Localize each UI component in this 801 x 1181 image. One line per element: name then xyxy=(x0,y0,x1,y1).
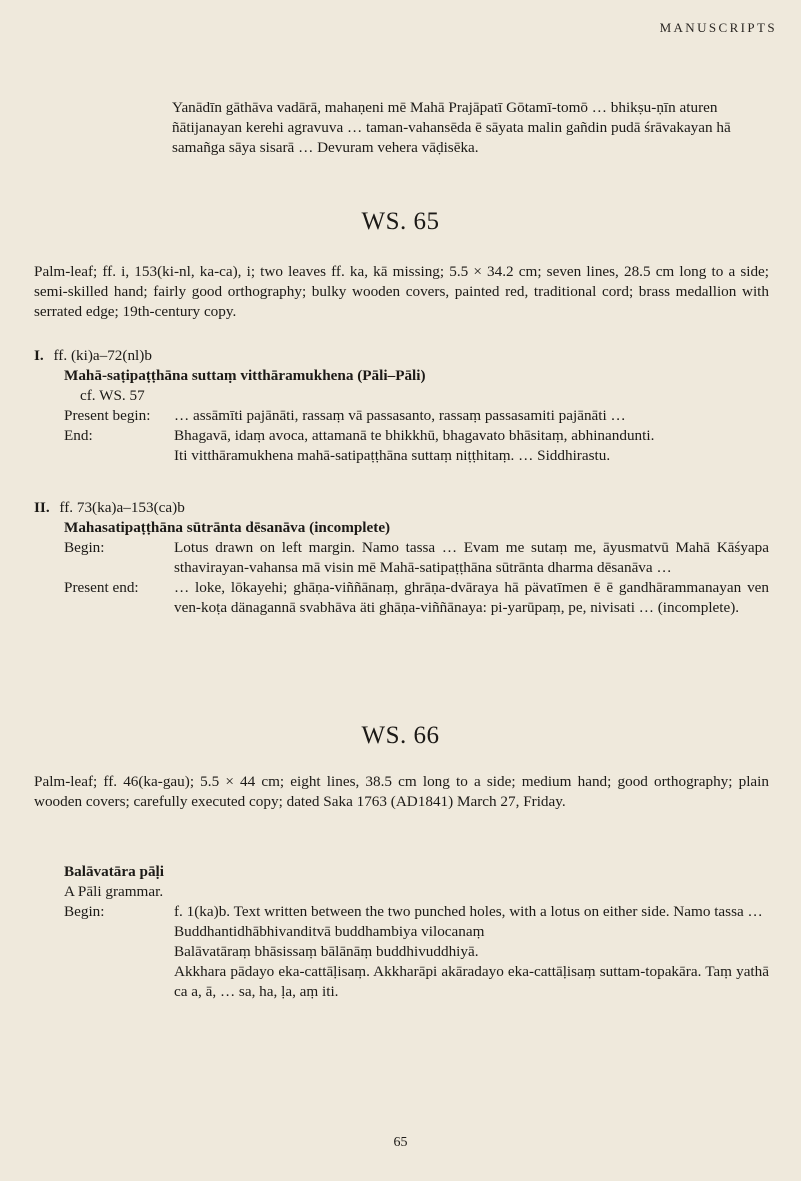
present-end-text: … loke, lōkayehi; ghāṇa-viññānaṃ, ghrāṇa-dvāraya hā pävatīmen ē ē gandhārammanayan ven ven-koṭa dänagannā svabhāva äti ghāṇa-viññānaya: pi-yarūpaṃ, pe, nivisati … (incomplete). xyxy=(174,579,769,616)
ws66-item xyxy=(34,862,769,1002)
present-begin-text: … assāmīti pajānāti, rassaṃ vā passasanto, rassaṃ passasamiti pajānāti … xyxy=(174,407,626,424)
ws65-item1 xyxy=(34,346,769,466)
running-head: MANUSCRIPTS xyxy=(659,20,777,35)
intro-paragraph: Yanādīn gāthāva vadārā, mahaṇeni mē Mahā Prajāpatī Gōtamī-tomō … bhikṣu-ṇīn aturen ñātijanayan kerehi agravuva … taman-vahansēda ē sāyata malin gañdin pudā śrāvakayan hā samañga sāya sisarā … Devuram vehera vāḍisēka. xyxy=(172,99,731,156)
present-end-row xyxy=(34,578,769,618)
present-end-label: Present end: xyxy=(64,579,139,596)
item-title: Mahasatipaṭṭhāna sūtrānta dēsanāva (incomplete) xyxy=(64,519,391,536)
page-number: 65 xyxy=(393,1135,408,1150)
begin-line: f. 1(ka)b. Text written between the two punched holes, with a lotus on either side. Namo tassa … xyxy=(174,903,763,920)
item-number: II. xyxy=(34,499,50,516)
begin-line: Akkhara pādayo eka-cattāḷisaṃ. Akkharāpi akāradayo eka-cattāḷisaṃ suttam-topakāra. Taṃ yathā ca a, ā, … sa, ha, ḷa, aṃ iti. xyxy=(174,963,769,1000)
item-title: Balāvatāra pāḷi xyxy=(64,863,164,880)
ws65-heading: WS. 65 xyxy=(361,208,440,235)
begin-label: Begin: xyxy=(64,903,105,920)
ws65-description: Palm-leaf; ff. i, 153(ki-nl, ka-ca), i; two leaves ff. ka, kā missing; 5.5 × 34.2 cm; seven lines, 28.5 cm long to a side; semi-skilled hand; fairly good orthography; bulky wooden covers, painted red, traditional cord; brass medallion with serrated edge; 19th-century copy. xyxy=(34,263,769,320)
item-cf: cf. WS. 57 xyxy=(80,387,145,404)
end-label: End: xyxy=(64,427,93,444)
begin-label: Begin: xyxy=(64,539,105,556)
present-begin-label: Present begin: xyxy=(64,407,151,424)
item-subtitle: A Pāli grammar. xyxy=(64,883,164,900)
begin-row xyxy=(34,538,769,578)
begin-text: Lotus drawn on left margin. Namo tassa … Evam me sutaṃ me, āyusmatvū Mahā Kāśyapa sthavirayan-vahansa mā visin mē Mahā-satipaṭṭhāna sūtrānta dharma dēsanāva … xyxy=(174,539,769,576)
begin-row xyxy=(34,902,769,1002)
present-begin-row xyxy=(34,406,769,426)
end-text-line1: Bhagavā, idaṃ avoca, attamanā te bhikkhū, bhagavato bhāsitaṃ, abhinandunti. xyxy=(174,427,655,444)
item-number: I. xyxy=(34,347,44,364)
end-text-line2: Iti vitthāramukhena mahā-satipaṭṭhāna suttaṃ niṭṭhitaṃ. … Siddhirastu. xyxy=(174,447,611,464)
begin-line: Buddhantidhābhivanditvā buddhambiya vilocanaṃ xyxy=(174,923,485,940)
ws66-heading: WS. 66 xyxy=(361,722,440,749)
item-title: Mahā-saṭipaṭṭhāna suttaṃ vitthāramukhena (Pāli–Pāli) xyxy=(64,367,426,384)
end-row xyxy=(34,426,769,466)
ws66-description: Palm-leaf; ff. 46(ka-gau); 5.5 × 44 cm; eight lines, 38.5 cm long to a side; medium hand; good orthography; plain wooden covers; carefully executed copy; dated Saka 1763 (AD1841) March 27, Friday. xyxy=(34,773,769,810)
item-folios: ff. 73(ka)a–153(ca)b xyxy=(59,499,185,516)
item-folios: ff. (ki)a–72(nl)b xyxy=(53,347,152,364)
ws65-item2 xyxy=(34,498,769,618)
begin-line: Balāvatāraṃ bhāsissaṃ bālānāṃ buddhivuddhiyā. xyxy=(174,943,479,960)
